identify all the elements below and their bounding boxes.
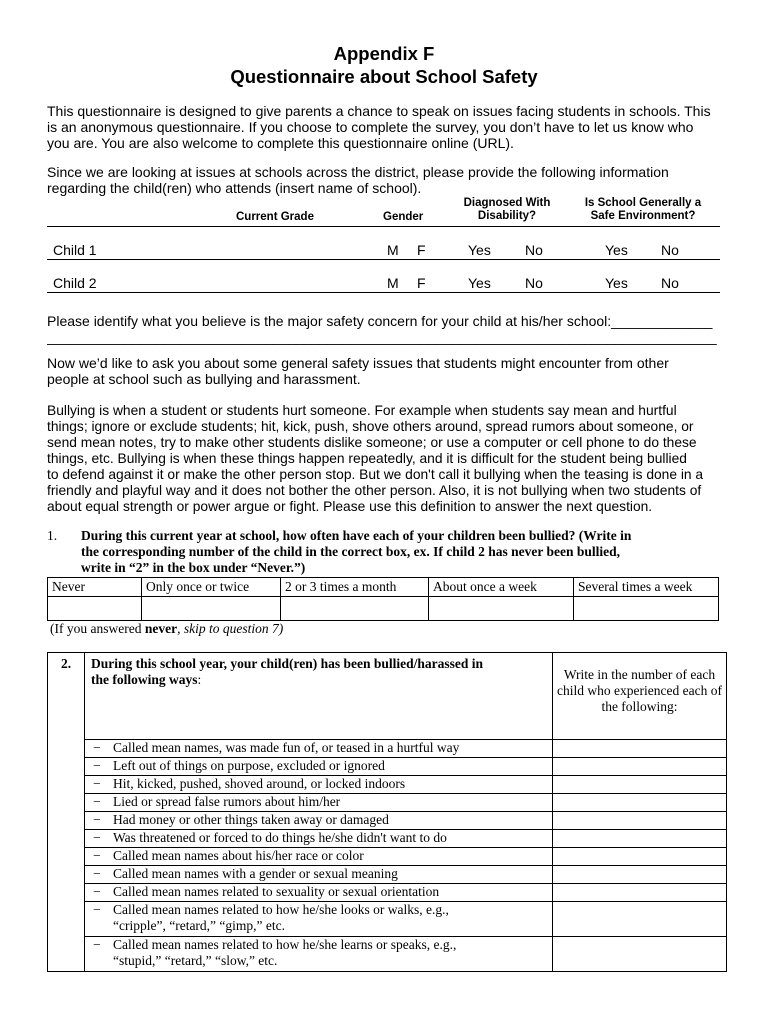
row-divider bbox=[47, 292, 720, 293]
item-row: − Called mean names, was made fun of, or teased in a hurtful way bbox=[85, 740, 553, 758]
safe-no-option[interactable]: No bbox=[661, 275, 679, 291]
item-row: − Left out of things on purpose, excluded or ignored bbox=[85, 758, 553, 776]
disability-no-option[interactable]: No bbox=[525, 275, 543, 291]
count-input[interactable] bbox=[553, 794, 727, 812]
answer-box-2-3-month[interactable] bbox=[281, 597, 429, 621]
intro-line: This questionnaire is designed to give parents a chance to speak on issues facing students in schools. This bbox=[47, 103, 711, 119]
question-number: 1. bbox=[47, 528, 58, 543]
intro-paragraph bbox=[47, 103, 727, 151]
item-row: − Was threatened or forced to do things he/she didn't want to do bbox=[85, 830, 553, 848]
option-2-3-month: 2 or 3 times a month bbox=[281, 578, 429, 597]
district-paragraph bbox=[47, 164, 727, 196]
item-row: − Called mean names with a gender or sexual meaning bbox=[85, 866, 553, 884]
frequency-table bbox=[47, 577, 719, 621]
safe-yes-option[interactable]: Yes bbox=[605, 275, 628, 291]
questionnaire-title: Questionnaire about School Safety bbox=[230, 66, 538, 87]
child-label: Child 2 bbox=[53, 275, 97, 291]
item-row: − Called mean names about his/her race or color bbox=[85, 848, 553, 866]
answer-box-never[interactable] bbox=[48, 597, 142, 621]
count-input[interactable] bbox=[553, 937, 727, 972]
gender-female-option[interactable]: F bbox=[417, 275, 426, 291]
answer-box-once-twice[interactable] bbox=[142, 597, 281, 621]
district-line: regarding the child(ren) who attends (insert name of school). bbox=[47, 180, 422, 196]
count-input[interactable] bbox=[553, 866, 727, 884]
general-issues-paragraph: Now we’d like to ask you about some general safety issues that students might encounter from other people at school such as bullying and harassment. bbox=[47, 355, 669, 387]
disability-yes-option[interactable]: Yes bbox=[468, 275, 491, 291]
question-number: 2. bbox=[48, 653, 85, 972]
count-input[interactable] bbox=[553, 830, 727, 848]
item-row: − Hit, kicked, pushed, shoved around, or locked indoors bbox=[85, 776, 553, 794]
district-line: Since we are looking at issues at schools across the district, please provide the following information bbox=[47, 164, 669, 180]
count-input[interactable] bbox=[553, 812, 727, 830]
disability-yes-option[interactable]: Yes bbox=[468, 242, 491, 258]
header-diagnosed: Diagnosed With Disability? bbox=[463, 197, 551, 222]
count-input[interactable] bbox=[553, 902, 727, 937]
count-input[interactable] bbox=[553, 884, 727, 902]
header-gender: Gender bbox=[383, 211, 424, 223]
option-never: Never bbox=[48, 578, 142, 597]
count-input[interactable] bbox=[553, 740, 727, 758]
safe-no-option[interactable]: No bbox=[661, 242, 679, 258]
header-current-grade: Current Grade bbox=[236, 211, 314, 223]
header-safe-environment: Is School Generally a Safe Environment? bbox=[584, 197, 702, 222]
option-several-week: Several times a week bbox=[574, 578, 719, 597]
count-input[interactable] bbox=[553, 848, 727, 866]
item-row: − Called mean names related to how he/she looks or walks, e.g., “cripple”, “retard,” “gimp,” etc. bbox=[85, 902, 553, 937]
disability-no-option[interactable]: No bbox=[525, 242, 543, 258]
item-row: − Had money or other things taken away or damaged bbox=[85, 812, 553, 830]
answer-box-once-week[interactable] bbox=[429, 597, 574, 621]
option-once-twice: Only once or twice bbox=[142, 578, 281, 597]
item-row: − Called mean names related to how he/she learns or speaks, e.g., “stupid,” “retard,” “slow,” etc. bbox=[85, 937, 553, 972]
safe-yes-option[interactable]: Yes bbox=[605, 242, 628, 258]
count-input[interactable] bbox=[553, 758, 727, 776]
item-row: − Called mean names related to sexuality or sexual orientation bbox=[85, 884, 553, 902]
item-row: − Lied or spread false rumors about him/her bbox=[85, 794, 553, 812]
child-label: Child 1 bbox=[53, 242, 97, 258]
gender-female-option[interactable]: F bbox=[417, 242, 426, 258]
option-once-week: About once a week bbox=[429, 578, 574, 597]
safety-concern-prompt[interactable]: Please identify what you believe is the major safety concern for your child at his/her school:_____________ ______________________________________________________________________________________ bbox=[47, 313, 717, 345]
question-2-table bbox=[47, 652, 727, 972]
question-1: 1. During this current year at school, how often have each of your children been bullied? (Write in the corresponding number of the child in the correct box, ex. If child 2 has never been bullied, write in “2” in the box under “Never.”) bbox=[47, 528, 632, 575]
question-2-heading: During this school year, your child(ren) has been bullied/harassed in the following ways: bbox=[85, 653, 553, 740]
row-divider bbox=[47, 259, 720, 260]
intro-line: is an anonymous questionnaire. If you choose to complete the survey, you don’t have to let us know who bbox=[47, 119, 694, 135]
gender-male-option[interactable]: M bbox=[387, 275, 399, 291]
appendix-title: Appendix F bbox=[333, 43, 435, 64]
gender-male-option[interactable]: M bbox=[387, 242, 399, 258]
bullying-definition: Bullying is when a student or students hurt someone. For example when students say mean and hurtful things; ignore or exclude students; hit, kick, push, shove others around, spread rumors about someone, or send mean notes, try to make other students dislike someone; or use a computer or cell phone to do these things, etc. Bullying is when these things happen repeatedly, and it is difficult for the student being bullied to defend against it or make the other person stop. But we don't call it bullying when the teasing is done in a friendly and playful way and it does not bother the other person. Also, it is not bullying when two students of about equal strength or power argue or fight. Please use this definition to answer the next question. bbox=[47, 403, 704, 514]
table-divider bbox=[47, 226, 720, 227]
answer-box-several-week[interactable] bbox=[574, 597, 719, 621]
skip-instruction: (If you answered never, skip to question 7) bbox=[50, 621, 284, 636]
count-input[interactable] bbox=[553, 776, 727, 794]
intro-line: you are. You are also welcome to complete this questionnaire online (URL). bbox=[47, 135, 514, 151]
write-in-header: Write in the number of each child who experienced each of the following: bbox=[553, 653, 727, 740]
